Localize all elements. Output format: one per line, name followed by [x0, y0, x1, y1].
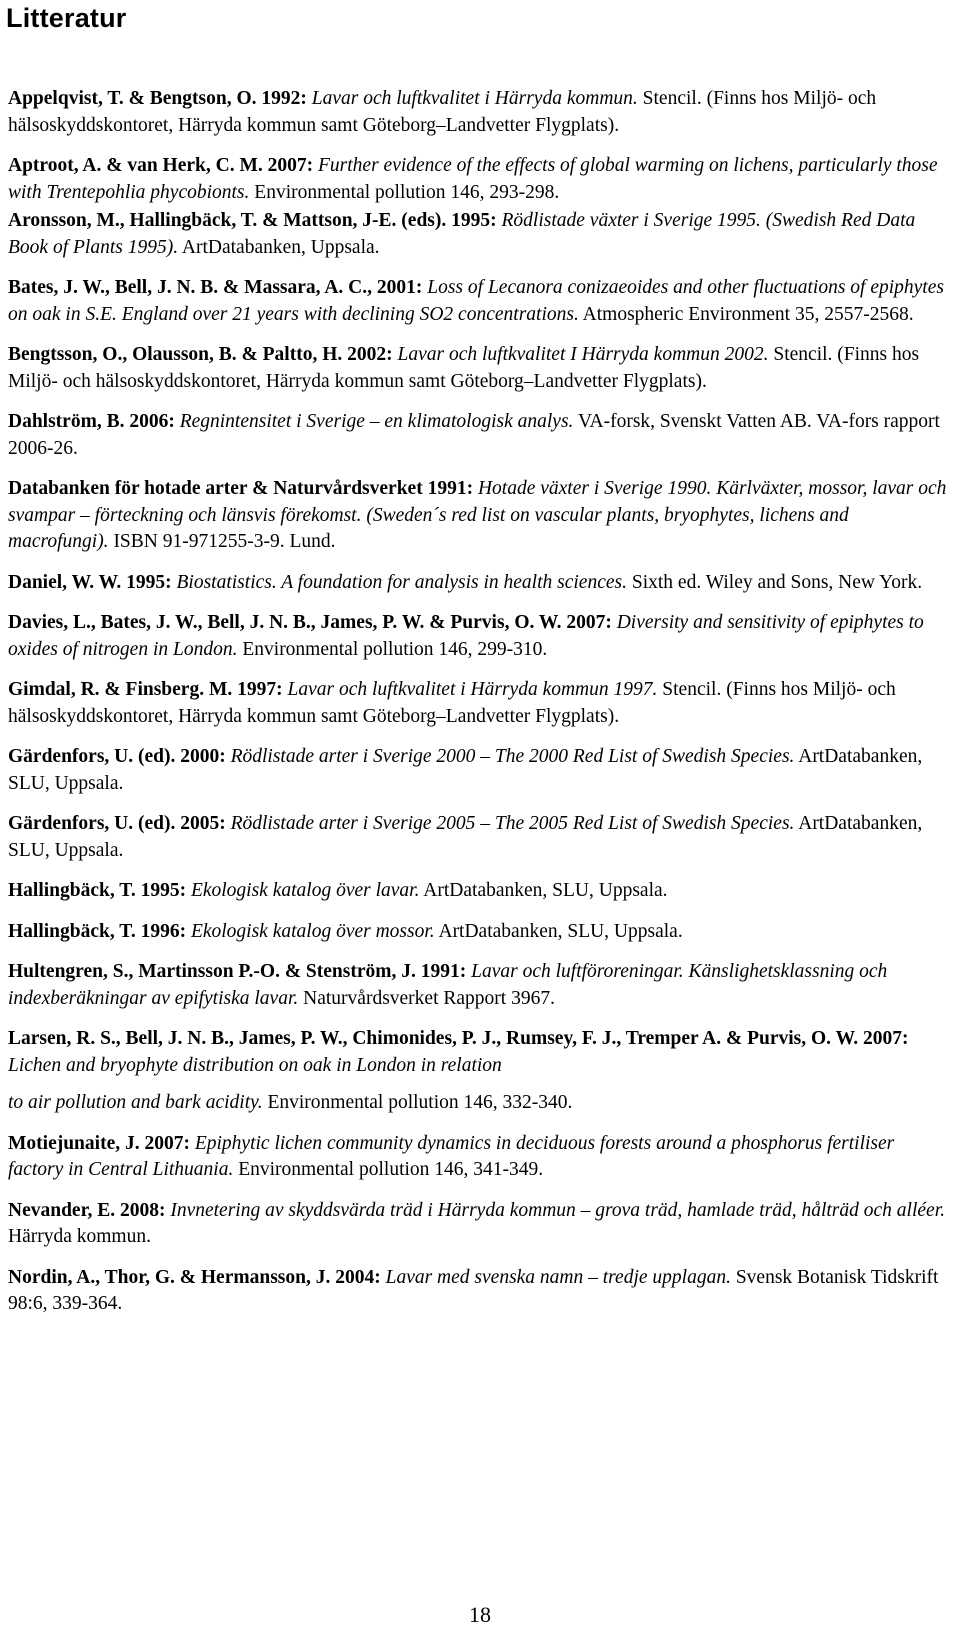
reference-title: Ekologisk katalog över lavar. [190, 880, 420, 901]
reference-authors: Davies, L., Bates, J. W., Bell, J. N. B., James, P. W. & Purvis, O. W. 2007: [8, 612, 612, 633]
page-number: 18 [469, 1602, 491, 1627]
reference-title-continued: to air pollution and bark acidity. [8, 1092, 263, 1113]
reference-gardenfors-2005 [8, 811, 953, 864]
reference-source: ISBN 91-971255-3-9. Lund. [113, 531, 336, 552]
reference-motiejunaite-2007 [8, 1131, 953, 1184]
reference-authors: Bates, J. W., Bell, J. N. B. & Massara, A. C., 2001: [8, 277, 423, 298]
reference-nevander-2008 [8, 1198, 953, 1251]
reference-authors: Daniel, W. W. 1995: [8, 571, 172, 593]
reference-source: ArtDatabanken, SLU, Uppsala. [438, 920, 683, 942]
page-title: Litteratur [6, 3, 127, 33]
reference-authors: Bengtsson, O., Olausson, B. & Paltto, H. 2002: [8, 344, 393, 365]
reference-title: Ekologisk katalog över mossor. [190, 920, 435, 942]
reference-daniel-1995 [8, 570, 953, 597]
reference-source: Naturvårdsverket Rapport 3967. [303, 987, 555, 1009]
reference-source: Svensk Botanisk Tidskrift 98:6, 339-364. [8, 1266, 939, 1314]
reference-bates-2001 [8, 275, 953, 328]
reference-authors: Appelqvist, T. & Bengtson, O. 1992: [8, 88, 307, 109]
reference-title: Lavar och luftföroreningar. Känslighetsklassning och indexberäkningar av epifytiska lavar. [8, 961, 888, 1009]
reference-title: Hotade växter i Sverige 1990. Kärlväxter, mossor, lavar och svampar – förteckning och länsvis förekomst. (Sweden´s red list on vascular plants, bryophytes, lichens and macrofungi). [8, 478, 947, 552]
reference-aptroot-2007 [8, 153, 953, 206]
reference-appelqvist-1992 [8, 86, 953, 139]
reference-title: Invnetering av skyddsvärda träd i Härryda kommun – grova träd, hamlade träd, hålträd och alléer. [170, 1199, 945, 1221]
reference-list [8, 86, 953, 1332]
reference-title: Regnintensitet i Sverige – en klimatologisk analys. [179, 411, 574, 432]
reference-hallingback-1996 [8, 919, 953, 946]
line-gap [8, 1079, 953, 1090]
reference-source: Stencil. (Finns hos Miljö- och hälsoskyddskontoret, Härryda kommun samt Göteborg–Landvetter Flygplats). [8, 679, 896, 727]
reference-title: Rödlistade växter i Sverige 1995. (Swedish Red Data Book of Plants 1995). [8, 210, 916, 258]
reference-source: Stencil. (Finns hos Miljö- och hälsoskyddskontoret, Härryda kommun samt Göteborg–Landvetter Flygplats). [8, 88, 877, 136]
reference-title: Lavar med svenska namn – tredje upplagan. [385, 1266, 731, 1288]
reference-title: Epiphytic lichen community dynamics in deciduous forests around a phosphorus fertiliser factory in Central Lithuania. [8, 1132, 895, 1180]
reference-title: Loss of Lecanora conizaeoides and other fluctuations of epiphytes on oak in S.E. England over 21 years with declining SO2 concentrations. [8, 277, 944, 325]
reference-source: Environmental pollution 146, 341-349. [238, 1159, 544, 1180]
reference-title: Further evidence of the effects of global warming on lichens, particularly those with Trentepohlia phycobionts. [8, 155, 938, 203]
reference-authors: Hultengren, S., Martinsson P.-O. & Stenström, J. 1991: [8, 961, 467, 982]
reference-authors: Motiejunaite, J. 2007: [8, 1132, 190, 1154]
reference-davies-2007 [8, 610, 953, 663]
reference-hultengren-1991 [8, 959, 953, 1012]
reference-source: ArtDatabanken, SLU, Uppsala. [8, 813, 923, 861]
reference-source: Stencil. (Finns hos Miljö- och hälsoskyddskontoret, Härryda kommun samt Göteborg–Landvetter Flygplats). [8, 344, 920, 392]
reference-authors: Hallingbäck, T. 1996: [8, 920, 187, 942]
reference-title: Lavar och luftkvalitet i Härryda kommun. [311, 88, 638, 109]
reference-title: Lavar och luftkvalitet I Härryda kommun 2002. [397, 344, 769, 365]
reference-authors: Gärdenfors, U. (ed). 2005: [8, 813, 226, 834]
reference-authors: Gärdenfors, U. (ed). 2000: [8, 746, 226, 767]
reference-source: Environmental pollution 146, 299-310. [242, 638, 548, 660]
reference-aronsson-1995 [8, 208, 953, 261]
reference-dahlstrom-2006 [8, 409, 953, 462]
reference-hallingback-1995 [8, 878, 953, 905]
reference-authors: Larsen, R. S., Bell, J. N. B., James, P. W., Chimonides, P. J., Rumsey, F. J., Tremper A. & Purvis, O. W. 2007: [8, 1028, 909, 1049]
reference-gardenfors-2000 [8, 744, 953, 797]
reference-nordin-2004 [8, 1265, 953, 1318]
reference-authors: Aptroot, A. & van Herk, C. M. 2007: [8, 155, 314, 176]
reference-title: Lavar och luftkvalitet i Härryda kommun 1997. [287, 679, 658, 700]
reference-authors: Nevander, E. 2008: [8, 1199, 166, 1221]
reference-source: Environmental pollution 146, 293-298. [254, 181, 560, 203]
reference-source: ArtDatabanken, Uppsala. [181, 236, 380, 258]
reference-title: Diversity and sensitivity of epiphytes to oxides of nitrogen in London. [8, 612, 924, 660]
reference-larsen-2007 [8, 1026, 953, 1117]
reference-source: ArtDatabanken, SLU, Uppsala. [423, 880, 668, 901]
reference-authors: Aronsson, M., Hallingbäck, T. & Mattson, J-E. (eds). 1995: [8, 210, 497, 231]
reference-authors: Hallingbäck, T. 1995: [8, 880, 187, 901]
reference-title: Lichen and bryophyte distribution on oak in London in relation [8, 1054, 502, 1076]
reference-source: Sixth ed. Wiley and Sons, New York. [631, 571, 923, 593]
reference-authors: Nordin, A., Thor, G. & Hermansson, J. 2004: [8, 1266, 381, 1288]
reference-source: ArtDatabanken, SLU, Uppsala. [8, 746, 923, 794]
reference-source: VA-forsk, Svenskt Vatten AB. VA-fors rapport 2006-26. [8, 411, 940, 459]
reference-authors: Databanken för hotade arter & Naturvårdsverket 1991: [8, 478, 474, 499]
reference-source: Environmental pollution 146, 332-340. [267, 1092, 573, 1113]
reference-bengtsson-2002 [8, 342, 953, 395]
reference-authors: Dahlström, B. 2006: [8, 411, 175, 432]
reference-source: Härryda kommun. [8, 1226, 151, 1247]
reference-gimdal-1997 [8, 677, 953, 730]
reference-title: Rödlistade arter i Sverige 2005 – The 2005 Red List of Swedish Species. [230, 813, 795, 834]
reference-title: Rödlistade arter i Sverige 2000 – The 2000 Red List of Swedish Species. [230, 746, 795, 767]
reference-source: Atmospheric Environment 35, 2557-2568. [582, 303, 914, 325]
reference-authors: Gimdal, R. & Finsberg. M. 1997: [8, 679, 283, 700]
reference-databanken-1991 [8, 476, 953, 556]
reference-title: Biostatistics. A foundation for analysis in health sciences. [176, 571, 627, 593]
